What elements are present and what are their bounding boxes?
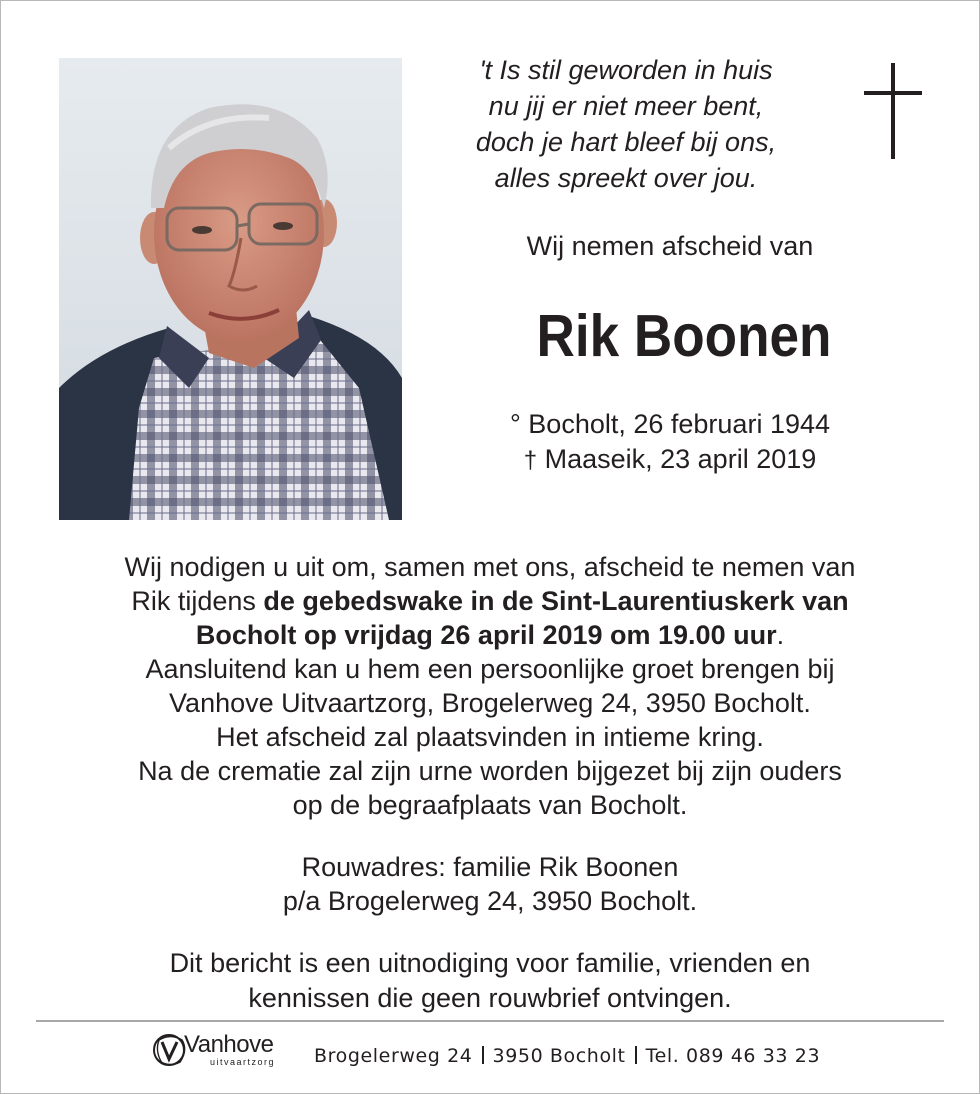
body-line: Na de crematie zal zijn urne worden bijgezet bij zijn ouders — [138, 756, 842, 786]
deceased-name: Rik Boonen — [536, 303, 832, 369]
birth-text: Bocholt, 26 februari 1944 — [528, 409, 831, 439]
footer-city: 3950 Bocholt — [492, 1045, 626, 1067]
body-line — [30, 584, 950, 618]
separator — [635, 1046, 637, 1064]
portrait-photo — [59, 58, 402, 520]
body-line: Wij nodigen u uit om, samen met ons, afscheid te nemen van — [124, 552, 856, 582]
note-line: Dit bericht is een uitnodiging voor familie, vrienden en — [169, 948, 811, 978]
poem-line: doch je hart bleef bij ons, — [475, 127, 777, 157]
logo-subtitle: uitvaartzorg — [210, 1057, 276, 1067]
body-bold: Bocholt op vrijdag 26 april 2019 om 19.00 uur — [195, 620, 777, 650]
separator — [482, 1046, 484, 1064]
body-line: op de begraafplaats van Bocholt. — [292, 790, 688, 820]
body-line: Vanhove Uitvaartzorg, Brogelerweg 24, 3950 Bocholt. — [169, 688, 811, 718]
poem-line: nu jij er niet meer bent, — [488, 91, 764, 121]
note-line: kennissen die geen rouwbrief ontvingen. — [248, 983, 732, 1013]
body-line — [30, 618, 950, 652]
intro-text: Wij nemen afscheid van — [526, 231, 814, 261]
body-bold: de gebedswake in de Sint-Laurentiuskerk van — [263, 586, 849, 616]
logo-name: Vanhove — [184, 1031, 274, 1058]
body-plain: . — [776, 620, 785, 650]
cross-icon — [864, 63, 922, 159]
body-line: Aansluitend kan u hem een persoonlijke groet brengen bij — [145, 654, 835, 684]
body-plain: Rik tijdens — [131, 586, 264, 616]
footer-street: Brogelerweg 24 — [314, 1045, 473, 1067]
footer-phone: Tel. 089 46 33 23 — [645, 1045, 821, 1067]
poem-line: 't Is stil geworden in huis — [479, 55, 773, 85]
address-line: p/a Brogelerweg 24, 3950 Bocholt. — [282, 886, 698, 916]
divider — [36, 1020, 944, 1022]
mourning-address — [30, 850, 950, 918]
poem-line: alles spreekt over jou. — [494, 163, 758, 193]
dagger-icon: † — [523, 447, 538, 474]
death-text: Maaseik, 23 april 2019 — [544, 444, 817, 474]
death-line — [470, 442, 870, 478]
birth-symbol: ° — [509, 409, 521, 439]
birth-line — [470, 407, 870, 442]
body-line: Het afscheid zal plaatsvinden in intieme kring. — [216, 722, 764, 752]
invitation-note — [30, 946, 950, 1016]
funeral-home-footer — [150, 1030, 830, 1070]
invitation-text — [30, 550, 950, 822]
contact-line — [314, 1044, 820, 1068]
poem — [420, 52, 832, 196]
address-line: Rouwadres: familie Rik Boonen — [301, 852, 679, 882]
life-dates — [470, 407, 870, 478]
